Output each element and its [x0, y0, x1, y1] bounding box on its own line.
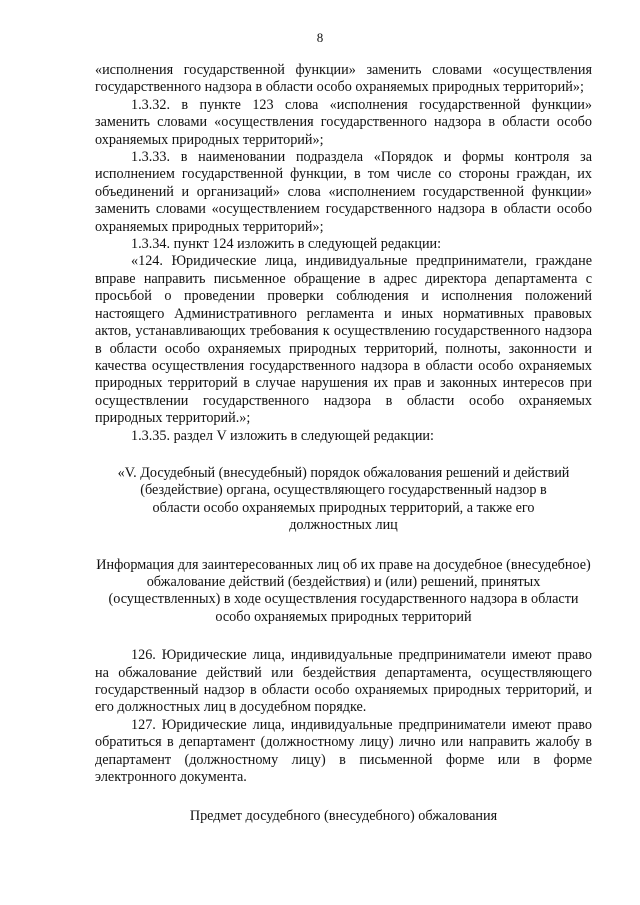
section-v-title: «V. Досудебный (внесудебный) порядок обжалования решений и действий (бездействие) органа, осуществляющего государственный надзор в области особо охраняемых природных территорий, а также его должностных лиц: [117, 464, 570, 534]
paragraph-1-3-35: 1.3.35. раздел V изложить в следующей редакции:: [131, 427, 434, 444]
paragraph-continuation: «исполнения государственной функции» заменить словами «осуществления государственного надзора в области особо охраняемых природных территорий»;: [95, 62, 592, 96]
document-body: [95, 62, 592, 826]
subsection-subject-title: Предмет досудебного (внесудебного) обжалования: [189, 808, 498, 825]
subsection-info-title: Информация для заинтересованных лиц об их праве на досудебное (внесудебное) обжалование действий (бездействия) и (или) решений, принятых (осуществленных) в ходе осуществления государственного надзора в области особо охраняемых природных территорий: [96, 556, 591, 625]
paragraph-126: 126. Юридические лица, индивидуальные предприниматели имеют право на обжалование действий или бездействия департамента, осуществляющего государственный надзор в области особо охраняемых природных территорий, и его должностных лиц в досудебном порядке.: [95, 647, 592, 716]
paragraph-127: 127. Юридические лица, индивидуальные предприниматели имеют право обратиться в департамент (должностному лицу) лично или направить жалобу в департамент (должностному лицу) в письменной форме или в форме электронного документа.: [95, 716, 592, 786]
page-number: 8: [316, 30, 324, 45]
paragraph-1-3-32: 1.3.32. в пункте 123 слова «исполнения государственной функции» заменить словами «осуществления государственного надзора в области особо охраняемых природных территорий»;: [95, 96, 592, 148]
paragraph-1-3-33: 1.3.33. в наименовании подраздела «Порядок и формы контроля за исполнением государственной функции, в том числе со стороны граждан, их объединений и организаций» слова «исполнением государственной функции» заменить словами «осуществлением государственного надзора в области особо охраняемых природных территорий»;: [95, 149, 592, 235]
paragraph-1-3-34: 1.3.34. пункт 124 изложить в следующей редакции:: [131, 236, 442, 253]
paragraph-124: «124. Юридические лица, индивидуальные предприниматели, граждане вправе направить письменное обращение в адрес директора департамента с просьбой о проведении проверки соблюдения и исполнения положений настоящего Административного регламента и иных нормативных правовых актов, устанавливающих требования к осуществлению государственного надзора в области особо охраняемых природных территорий, полноты, законности и качества осуществления государственного надзора в области особо охраняемых природных территорий в случае нарушения их прав и законных интересов при осуществлении государственного надзора в области особо охраняемых природных территорий.»;: [95, 253, 592, 427]
